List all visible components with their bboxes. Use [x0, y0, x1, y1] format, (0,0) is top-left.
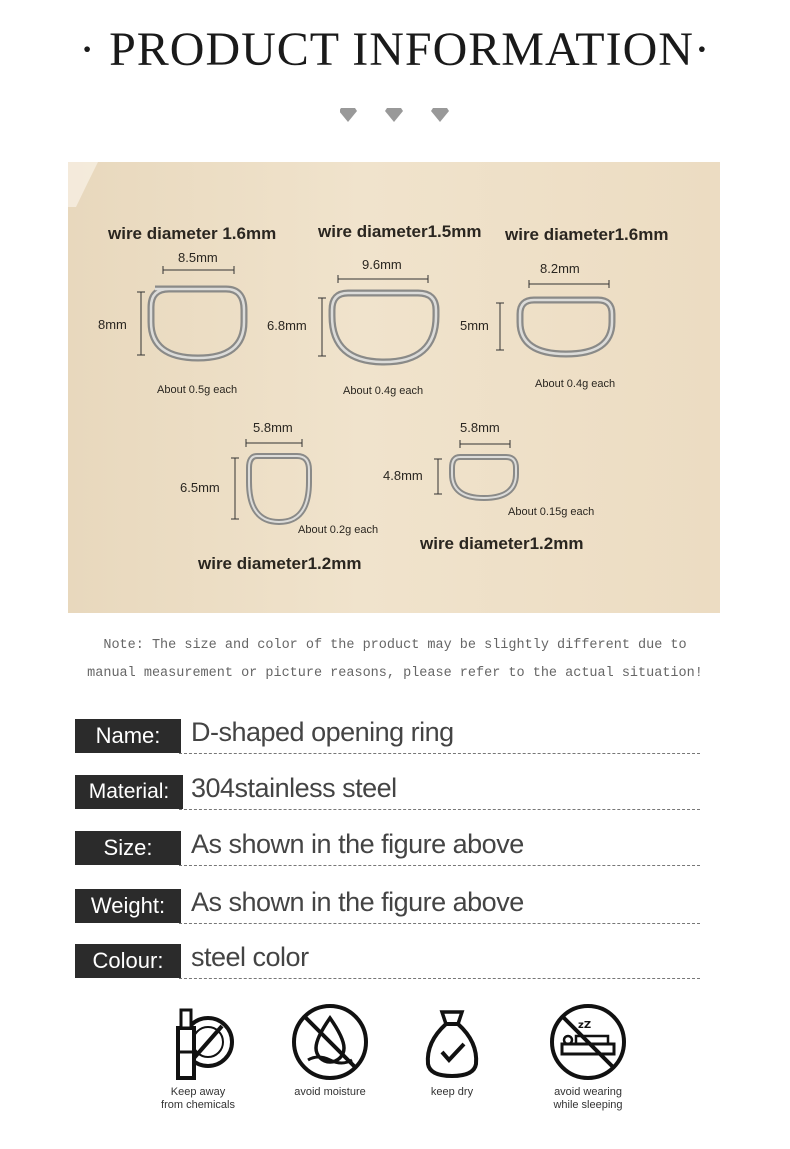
ring3-weight: About 0.4g each — [535, 378, 616, 390]
spec-size-value: As shown in the figure above — [191, 829, 524, 859]
care-dry — [392, 1002, 512, 1099]
care-sleep-line1: avoid wearing — [554, 1086, 622, 1098]
spec-size-label: Size: — [75, 831, 181, 865]
spec-weight-row — [75, 889, 700, 925]
no-moisture-icon — [290, 1002, 370, 1082]
care-chemicals — [138, 1002, 258, 1112]
spec-size-row — [75, 831, 700, 867]
product-photo — [68, 162, 720, 613]
ring5-height: 4.8mm — [383, 468, 423, 483]
d-ring-3 — [496, 280, 612, 354]
care-moisture — [270, 1002, 390, 1099]
ring4-weight: About 0.2g each — [298, 524, 379, 536]
dashed-divider — [179, 923, 700, 924]
ring4-width: 5.8mm — [253, 420, 293, 435]
dashed-divider — [179, 865, 700, 866]
ring3-width: 8.2mm — [540, 261, 580, 276]
care-chem-line1: Keep away — [170, 1086, 226, 1098]
care-chem-line2: from chemicals — [161, 1099, 235, 1111]
care-sleeping — [528, 1002, 648, 1112]
ring4-wire-label: wire diameter1.2mm — [198, 554, 362, 573]
dashed-divider — [179, 809, 700, 810]
ring2-weight: About 0.4g each — [343, 385, 424, 397]
svg-text:zZ: zZ — [578, 1020, 592, 1031]
spec-colour-label: Colour: — [75, 944, 181, 978]
disclaimer-note — [60, 632, 730, 688]
diamond-divider — [340, 106, 452, 124]
note-line-1: Note: The size and color of the product may be slightly different due to — [103, 638, 687, 653]
ring5-wire-label: wire diameter1.2mm — [420, 534, 584, 553]
ring1-wire-label: wire diameter 1.6mm — [108, 224, 277, 243]
keep-dry-icon — [412, 1002, 492, 1082]
no-sleeping-icon — [548, 1002, 628, 1082]
diamond-icon — [385, 108, 403, 122]
diamond-icon — [431, 108, 449, 122]
spec-colour-row — [75, 944, 700, 980]
ring3-wire-label: wire diameter1.6mm — [505, 225, 669, 244]
care-moisture-label: avoid moisture — [294, 1086, 366, 1098]
spec-colour-value: steel color — [191, 942, 309, 972]
care-dry-label: keep dry — [430, 1086, 474, 1098]
diamond-icon — [340, 108, 357, 122]
dashed-divider — [179, 753, 700, 754]
spec-name-value: D-shaped opening ring — [191, 717, 454, 747]
spec-material-row — [75, 775, 700, 811]
d-ring-1 — [137, 266, 244, 358]
ring1-weight: About 0.5g each — [157, 384, 238, 396]
ring4-height: 6.5mm — [180, 480, 220, 495]
spec-name-row — [75, 719, 700, 755]
note-line-2: manual measurement or picture reasons, please refer to the actual situation! — [87, 666, 703, 681]
ring2-height: 6.8mm — [267, 318, 307, 333]
ring1-width: 8.5mm — [178, 250, 218, 265]
d-ring-2 — [318, 275, 436, 362]
page-title: · PRODUCT INFORMATION· — [79, 23, 711, 76]
spec-material-value: 304stainless steel — [191, 773, 397, 803]
no-chemicals-icon — [158, 1002, 238, 1082]
ring3-height: 5mm — [460, 318, 489, 333]
ring5-width: 5.8mm — [460, 420, 500, 435]
spec-weight-value: As shown in the figure above — [191, 887, 524, 917]
spec-weight-label: Weight: — [75, 889, 181, 923]
d-ring-4 — [231, 439, 309, 522]
dashed-divider — [179, 978, 700, 979]
d-ring-5 — [434, 440, 516, 498]
ring5-weight: About 0.15g each — [508, 506, 595, 518]
ring1-height: 8mm — [98, 317, 127, 332]
ring2-wire-label: wire diameter1.5mm — [318, 222, 482, 241]
care-sleep-line2: while sleeping — [553, 1099, 623, 1111]
spec-name-label: Name: — [75, 719, 181, 753]
spec-material-label: Material: — [75, 775, 183, 809]
ring2-width: 9.6mm — [362, 257, 402, 272]
